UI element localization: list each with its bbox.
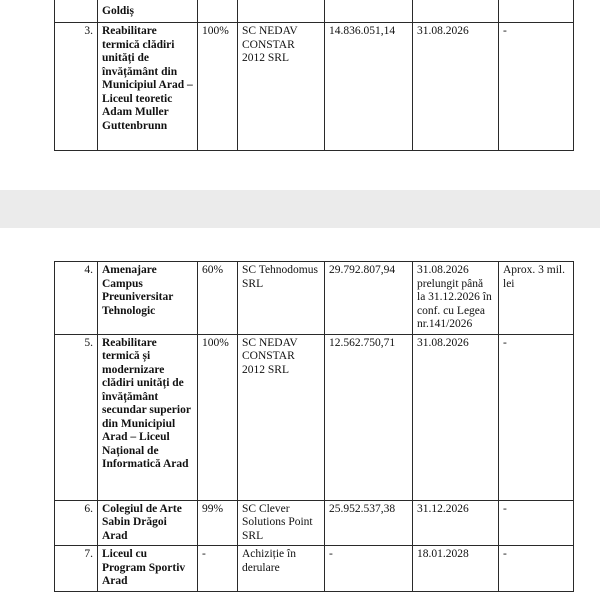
document-page-1 xyxy=(0,0,600,190)
observations: Aprox. 3 mil. lei xyxy=(499,262,574,335)
table-row xyxy=(55,0,574,23)
deadline: 18.01.2028 xyxy=(413,546,499,592)
contractor: SC NEDAV CONSTAR 2012 SRL xyxy=(238,334,325,500)
row-number: 3. xyxy=(55,23,98,151)
projects-table-page-2 xyxy=(54,261,574,592)
progress-percent: - xyxy=(198,546,238,592)
document-page-2 xyxy=(0,228,600,600)
objective-name: Goldiș xyxy=(98,0,198,23)
table-row xyxy=(55,546,574,592)
contract-value: - xyxy=(325,546,413,592)
contractor xyxy=(238,0,325,23)
row-number: 6. xyxy=(55,500,98,546)
contractor: Achiziție în derulare xyxy=(238,546,325,592)
table-row xyxy=(55,23,574,151)
observations: - xyxy=(499,334,574,500)
deadline: 31.12.2026 xyxy=(413,500,499,546)
row-number: 5. xyxy=(55,334,98,500)
objective-name: Reabilitare termică clădiri unități de învățământ din Municipiul Arad – Liceul teoretic Adam Muller Guttenbrunn xyxy=(98,23,198,151)
contract-value: 12.562.750,71 xyxy=(325,334,413,500)
contractor: SC Tehnodomus SRL xyxy=(238,262,325,335)
progress-percent: 99% xyxy=(198,500,238,546)
objective-name: Reabilitare termică și modernizare clădiri unități de învățământ secundar superior din Municipiul Arad – Liceul Național de Informatică Arad xyxy=(98,334,198,500)
row-number: 4. xyxy=(55,262,98,335)
observations: - xyxy=(499,23,574,151)
deadline: 31.08.2026 prelungit până la 31.12.2026 în conf. cu Legea nr.141/2026 xyxy=(413,262,499,335)
contract-value xyxy=(325,0,413,23)
row-number: 7. xyxy=(55,546,98,592)
observations: - xyxy=(499,500,574,546)
contractor: SC Clever Solutions Point SRL xyxy=(238,500,325,546)
row-number xyxy=(55,0,98,23)
contract-value: 14.836.051,14 xyxy=(325,23,413,151)
objective-name: Colegiul de Arte Sabin Drăgoi Arad xyxy=(98,500,198,546)
contract-value: 29.792.807,94 xyxy=(325,262,413,335)
table-row xyxy=(55,500,574,546)
progress-percent xyxy=(198,0,238,23)
contract-value: 25.952.537,38 xyxy=(325,500,413,546)
table-row xyxy=(55,334,574,500)
deadline xyxy=(413,0,499,23)
projects-table-page-1 xyxy=(54,0,574,151)
progress-percent: 100% xyxy=(198,334,238,500)
deadline: 31.08.2026 xyxy=(413,334,499,500)
objective-name: Liceul cu Program Sportiv Arad xyxy=(98,546,198,592)
observations xyxy=(499,0,574,23)
observations: - xyxy=(499,546,574,592)
progress-percent: 100% xyxy=(198,23,238,151)
contractor: SC NEDAV CONSTAR 2012 SRL xyxy=(238,23,325,151)
objective-name: Amenajare Campus Preuniversitar Tehnologic xyxy=(98,262,198,335)
deadline: 31.08.2026 xyxy=(413,23,499,151)
table-row xyxy=(55,262,574,335)
progress-percent: 60% xyxy=(198,262,238,335)
